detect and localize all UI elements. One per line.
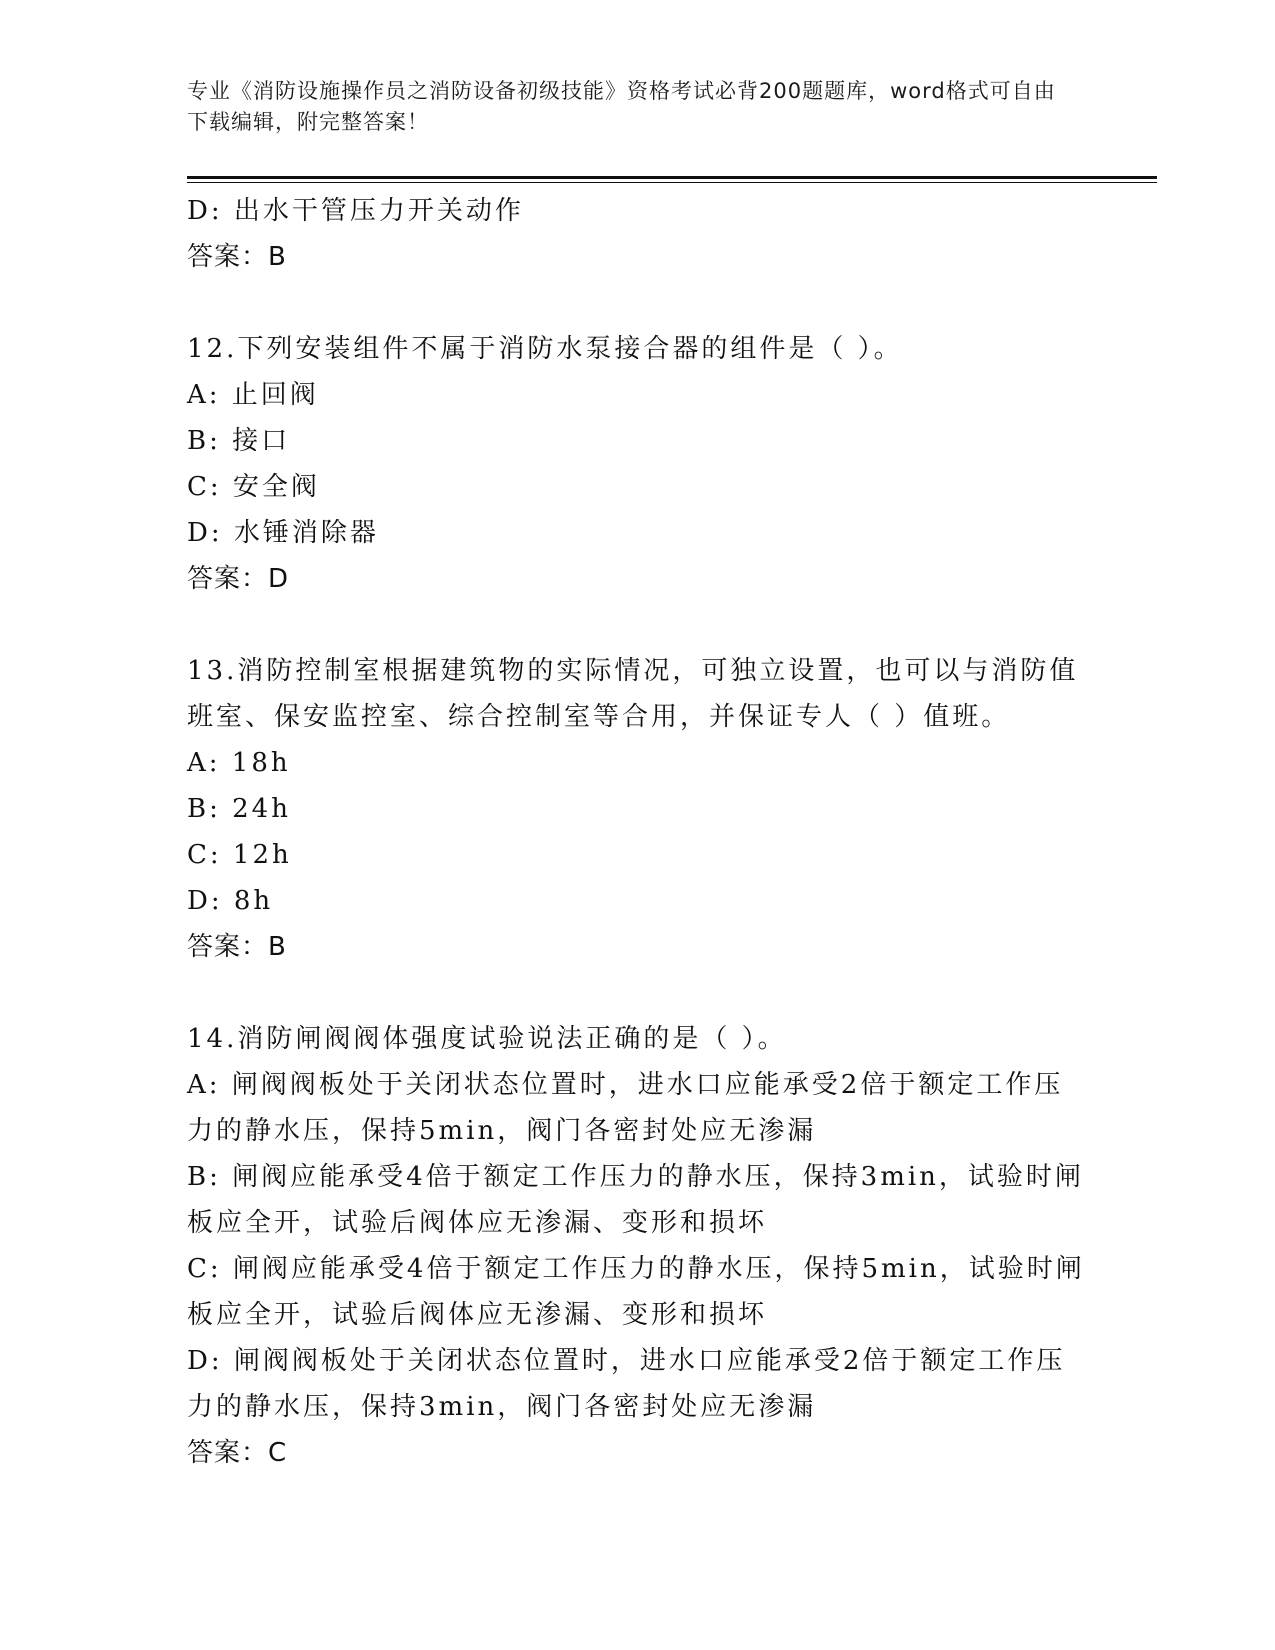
option-b: B: 接口	[187, 426, 291, 456]
option-b: B: 24h	[187, 794, 291, 824]
document-content	[187, 188, 1085, 1476]
header-rule-thin	[187, 182, 1157, 183]
answer: 答案：B	[187, 932, 287, 962]
question-14	[187, 1016, 1085, 1476]
option-c-line-1: C: 闸阀应能承受4倍于额定工作压力的静水压，保持5min，试验时闸	[187, 1254, 1085, 1284]
option-d-line-1: D: 闸阀阀板处于关闭状态位置时，进水口应能承受2倍于额定工作压	[187, 1346, 1066, 1376]
question-13	[187, 648, 1077, 970]
question-stem: 12.下列安装组件不属于消防水泵接合器的组件是（ ）。	[187, 334, 903, 364]
option-d: D: 水锤消除器	[187, 518, 379, 548]
header-rule-thick	[187, 176, 1157, 179]
option-b-line-1: B: 闸阀应能承受4倍于额定工作压力的静水压，保持3min，试验时闸	[187, 1162, 1084, 1192]
question-stem-line-2: 班室、保安监控室、综合控制室等合用，并保证专人（ ）值班。	[187, 702, 1011, 732]
option-d: D: 8h	[187, 886, 274, 916]
answer: 答案：C	[187, 1438, 288, 1468]
question-stem: 14.消防闸阀阀体强度试验说法正确的是（ ）。	[187, 1024, 787, 1054]
option-b-line-2: 板应全开，试验后阀体应无渗漏、变形和损坏	[187, 1208, 768, 1238]
previous-answer: 答案：B	[187, 242, 287, 272]
option-a: A: 止回阀	[187, 380, 319, 410]
answer: 答案：D	[187, 564, 290, 594]
question-12	[187, 326, 1077, 602]
question-stem-line-1: 13.消防控制室根据建筑物的实际情况，可独立设置，也可以与消防值	[187, 656, 1079, 686]
option-d-line-2: 力的静水压，保持3min，阀门各密封处应无渗漏	[187, 1392, 817, 1422]
option-a-line-1: A: 闸阀阀板处于关闭状态位置时，进水口应能承受2倍于额定工作压	[187, 1070, 1064, 1100]
option-a-line-2: 力的静水压，保持5min，阀门各密封处应无渗漏	[187, 1116, 817, 1146]
option-c: C: 安全阀	[187, 472, 320, 502]
previous-option-d: D: 出水干管压力开关动作	[187, 196, 524, 226]
document-header: 专业《消防设施操作员之消防设备初级技能》资格考试必背200题题库，word格式可自由下载编辑，附完整答案！	[187, 79, 1056, 134]
option-c: C: 12h	[187, 840, 292, 870]
option-c-line-2: 板应全开，试验后阀体应无渗漏、变形和损坏	[187, 1300, 768, 1330]
option-a: A: 18h	[187, 748, 291, 778]
